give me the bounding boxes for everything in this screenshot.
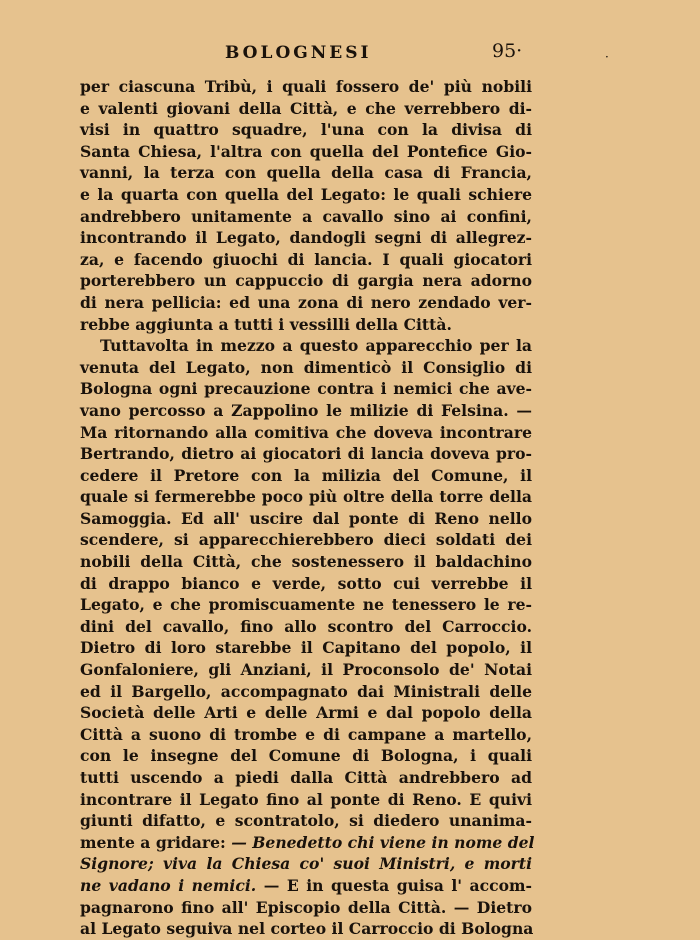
text-segment: scendere, si apparecchierebbero dieci soldati dei (80, 530, 532, 550)
text-line (80, 918, 532, 940)
text-line (80, 767, 532, 789)
text-segment: incontrare il Legato fino al ponte di Reno. E quivi (80, 789, 532, 809)
running-title: BOLOGNESI (225, 43, 372, 63)
text-segment: quale si fermerebbe poco più oltre della torre della (80, 487, 532, 507)
text-segment: andrebbero unitamente a cavallo sino ai confini, (80, 206, 532, 226)
text-segment: per ciascuna Tribù, i quali fossero de' più nobili (80, 77, 532, 96)
text-segment: venuta del Legato, non dimenticò il Consiglio di (80, 357, 532, 377)
text-line (80, 529, 532, 551)
text-segment: e la quarta con quella del Legato: le quali schiere (80, 184, 532, 204)
text-segment: — E in questa guisa l' accom- (256, 875, 533, 895)
text-segment: Gonfaloniere, gli Anziani, il Proconsolo de' Notai (80, 660, 532, 680)
italic-segment: Signore; viva la Chiesa co' suoi Ministri, e morti (80, 854, 532, 874)
text-segment: con le insegne del Comune di Bologna, i quali (80, 746, 532, 766)
text-segment: giunti difatto, e scontratolo, si diedero unanima- (80, 811, 532, 831)
text-segment: di drappo bianco e verde, sotto cui verrebbe il (80, 573, 532, 593)
text-segment: Dietro di loro starebbe il Capitano del popolo, il (80, 638, 532, 658)
text-line (80, 486, 532, 508)
body-text (80, 76, 535, 940)
text-line (80, 853, 532, 875)
text-line (80, 508, 532, 530)
text-line (80, 551, 532, 573)
text-segment: Santa Chiesa, l'altra con quella del Pontefice Gio- (80, 141, 532, 161)
text-line (80, 789, 532, 811)
text-segment: nobili della Città, che sostenessero il baldachino (80, 552, 532, 572)
italic-segment: ne vadano i nemici. (80, 875, 257, 895)
text-segment: pagnarono fino all' Episcopio della Città. — Dietro (80, 897, 532, 917)
text-line (80, 400, 532, 422)
text-line (80, 443, 532, 465)
margin-mark: · (605, 50, 609, 64)
text-line (80, 98, 532, 120)
text-line (80, 573, 532, 595)
text-line (80, 832, 535, 854)
italic-segment: — Benedetto chi viene in nome del (225, 832, 535, 852)
text-segment: tutti uscendo a piedi dalla Città andrebbero ad (80, 768, 532, 787)
text-line (80, 335, 532, 357)
text-segment: Bologna ogni precauzione contra i nemici che ave- (80, 379, 532, 399)
text-segment: vanni, la terza con quella della casa di Francia, (80, 163, 532, 183)
text-segment: Città a suono di trombe e di campane a martello, (80, 724, 532, 744)
text-line (80, 378, 532, 400)
page-number: 95· (492, 40, 523, 62)
text-line (80, 270, 532, 292)
text-line (80, 119, 532, 141)
book-page (80, 40, 609, 940)
text-line (80, 616, 532, 638)
text-segment: al Legato seguiva nel corteo il Carroccio di Bologna (80, 919, 534, 939)
text-segment: vano percosso a Zappolino le milizie di Felsina. — (80, 400, 532, 420)
text-segment: Tuttavolta in mezzo a questo apparecchio per la (100, 336, 532, 356)
text-line (80, 897, 532, 919)
text-line (80, 206, 532, 228)
text-line (80, 422, 532, 444)
text-segment: Legato, e che promiscuamente ne tenessero le re- (80, 595, 532, 615)
text-segment: Ma ritornando alla comitiva che doveva incontrare (80, 422, 532, 442)
text-segment: dini del cavallo, fino allo scontro del Carroccio. (80, 616, 532, 636)
text-line (80, 681, 532, 703)
text-line (80, 227, 532, 249)
text-line (80, 637, 532, 659)
text-segment: e valenti giovani della Città, e che verrebbero di- (80, 98, 532, 118)
text-segment: mente a gridare: (80, 832, 226, 852)
text-line (80, 724, 532, 746)
text-line (80, 249, 532, 271)
text-line (80, 314, 532, 336)
text-segment: Samoggia. Ed all' uscire dal ponte di Reno nello (80, 508, 532, 528)
text-line (80, 702, 532, 724)
text-line (80, 875, 532, 897)
running-head (80, 40, 609, 76)
text-segment: Società delle Arti e delle Armi e dal popolo della (80, 703, 532, 723)
text-segment: Bertrando, dietro ai giocatori di lancia doveva pro- (80, 444, 532, 464)
text-segment: za, e facendo giuochi di lancia. I quali giocatori (80, 249, 532, 269)
text-line (80, 184, 532, 206)
text-line (80, 162, 532, 184)
text-line (80, 141, 532, 163)
text-segment: cedere il Pretore con la milizia del Comune, il (80, 465, 532, 485)
text-line (80, 292, 532, 314)
text-line (80, 810, 532, 832)
text-segment: visi in quattro squadre, l'una con la divisa di (80, 120, 532, 140)
text-line (80, 465, 532, 487)
text-segment: di nera pellicia: ed una zona di nero zendado ver- (80, 292, 532, 312)
text-segment: ed il Bargello, accompagnato dai Ministrali delle (80, 681, 532, 701)
text-line (80, 659, 532, 681)
text-line (80, 76, 532, 98)
text-segment: porterebbero un cappuccio di gargia nera adorno (80, 271, 532, 291)
text-line (80, 594, 532, 616)
text-segment: rebbe aggiunta a tutti i vessilli della Città. (80, 314, 452, 334)
text-segment: incontrando il Legato, dandogli segni di allegrez- (80, 228, 532, 248)
text-line (80, 357, 532, 379)
text-line (80, 745, 532, 767)
